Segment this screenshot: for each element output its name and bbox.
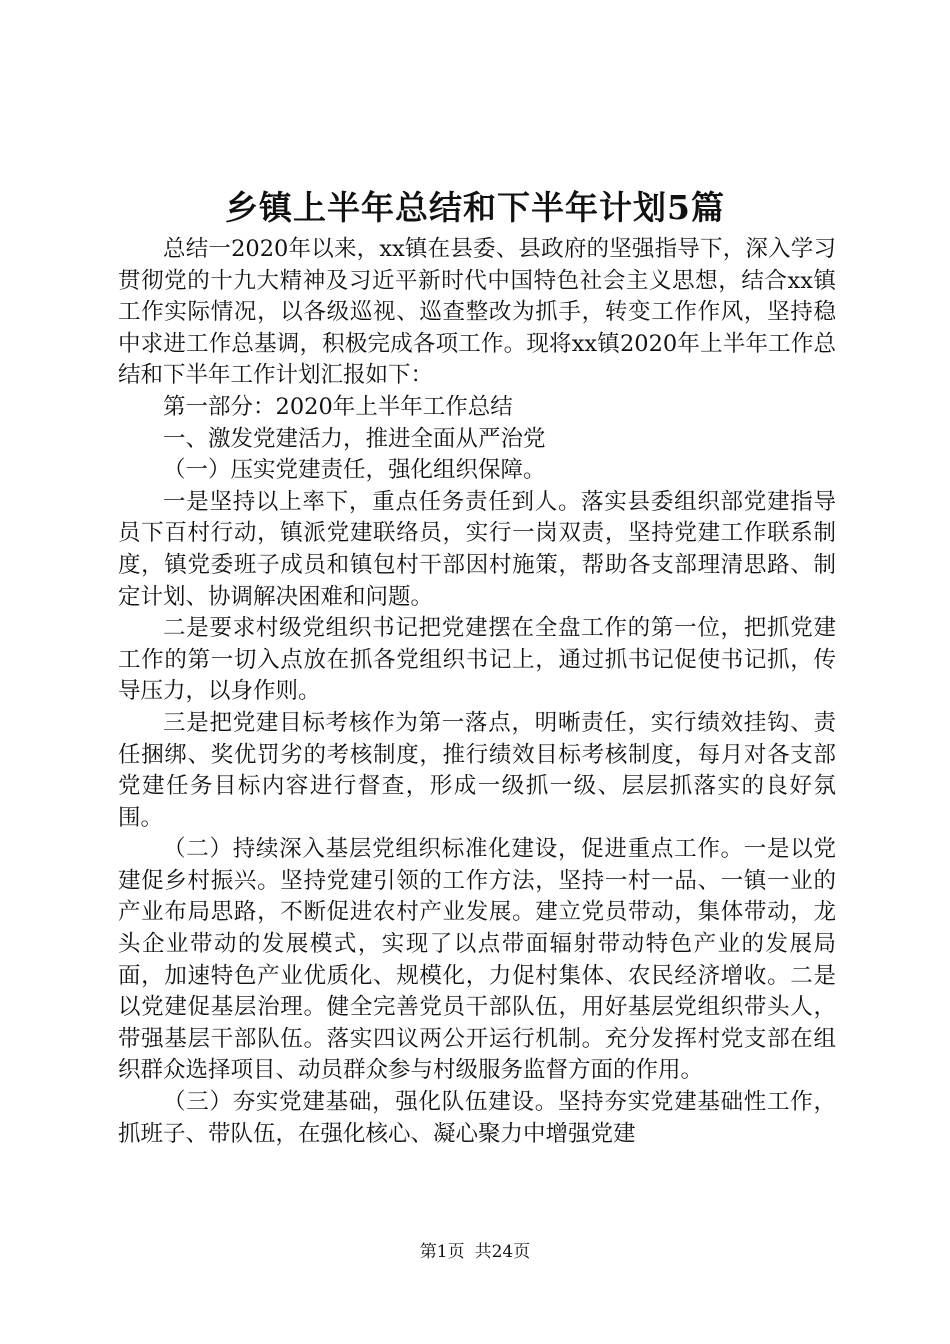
paragraph-item-two: 二是要求村级党组织书记把党建摆在全盘工作的第一位，把抓党建工作的第一切入点放在抓各党组织书记上，通过抓书记促使书记抓，传导压力，以身作则。: [118, 615, 836, 705]
paragraph-section-one-heading: 一、激发党建活力，推进全面从严治党: [163, 425, 546, 452]
page-total: 共24页: [474, 1242, 531, 1262]
paragraph-subsection-two: （二）持续深入基层党组织标准化建设，促进重点工作。一是以党建促乡村振兴。坚持党建引领的工作方法，坚持一村一品、一镇一业的产业布局思路，不断促进农村产业发展。建立党员带动，集体带动，龙头企业带动的发展模式，实现了以点带面辐射带动特色产业的发展局面，加速特色产业优质化、规模化，力促村集体、农民经济增收。二是以党建促基层治理。健全完善党员干部队伍，用好基层党组织带头人，带强基层干部队伍。落实四议两公开运行机制。充分发挥村党支部在组织群众选择项目、动员群众参与村级服务监督方面的作用。: [118, 836, 836, 1084]
page-number: 第1页: [419, 1242, 465, 1262]
paragraph-subsection-three: （三）夯实党建基础，强化队伍建设。坚持夯实党建基础性工作，抓班子、带队伍，在强化核心、凝心聚力中增强党建: [118, 1089, 836, 1147]
document-title: 乡镇上半年总结和下半年计划5篇: [225, 188, 725, 227]
paragraph-item-three: 三是把党建目标考核作为第一落点，明晰责任，实行绩效挂钩、责任捆绑、奖优罚劣的考核制度，推行绩效目标考核制度，每月对各支部党建任务目标内容进行督查，形成一级抓一级、层层抓落实的良好氛围。: [118, 709, 836, 831]
paragraph-subsection-one-heading: （一）压实党建责任，强化组织保障。: [163, 457, 546, 484]
paragraph-item-one: 一是坚持以上率下，重点任务责任到人。落实县委组织部党建指导员下百村行动，镇派党建联络员，实行一岗双责，坚持党建工作联系制度，镇党委班子成员和镇包村干部因村施策，帮助各支部理清思路、制定计划、协调解决困难和问题。: [118, 488, 836, 610]
paragraph-intro: 总结一2020年以来，xx镇在县委、县政府的坚强指导下，深入学习贯彻党的十九大精神及习近平新时代中国特色社会主义思想，结合xx镇工作实际情况，以各级巡视、巡查整改为抓手，转变工作作风，坚持稳中求进工作总基调，积极完成各项工作。现将xx镇2020年上半年工作总结和下半年工作计划汇报如下：: [118, 236, 836, 389]
paragraph-part-one-heading: 第一部分：2020年上半年工作总结: [163, 393, 513, 420]
page-footer: [0, 1240, 950, 1264]
document-body: [118, 234, 836, 1150]
